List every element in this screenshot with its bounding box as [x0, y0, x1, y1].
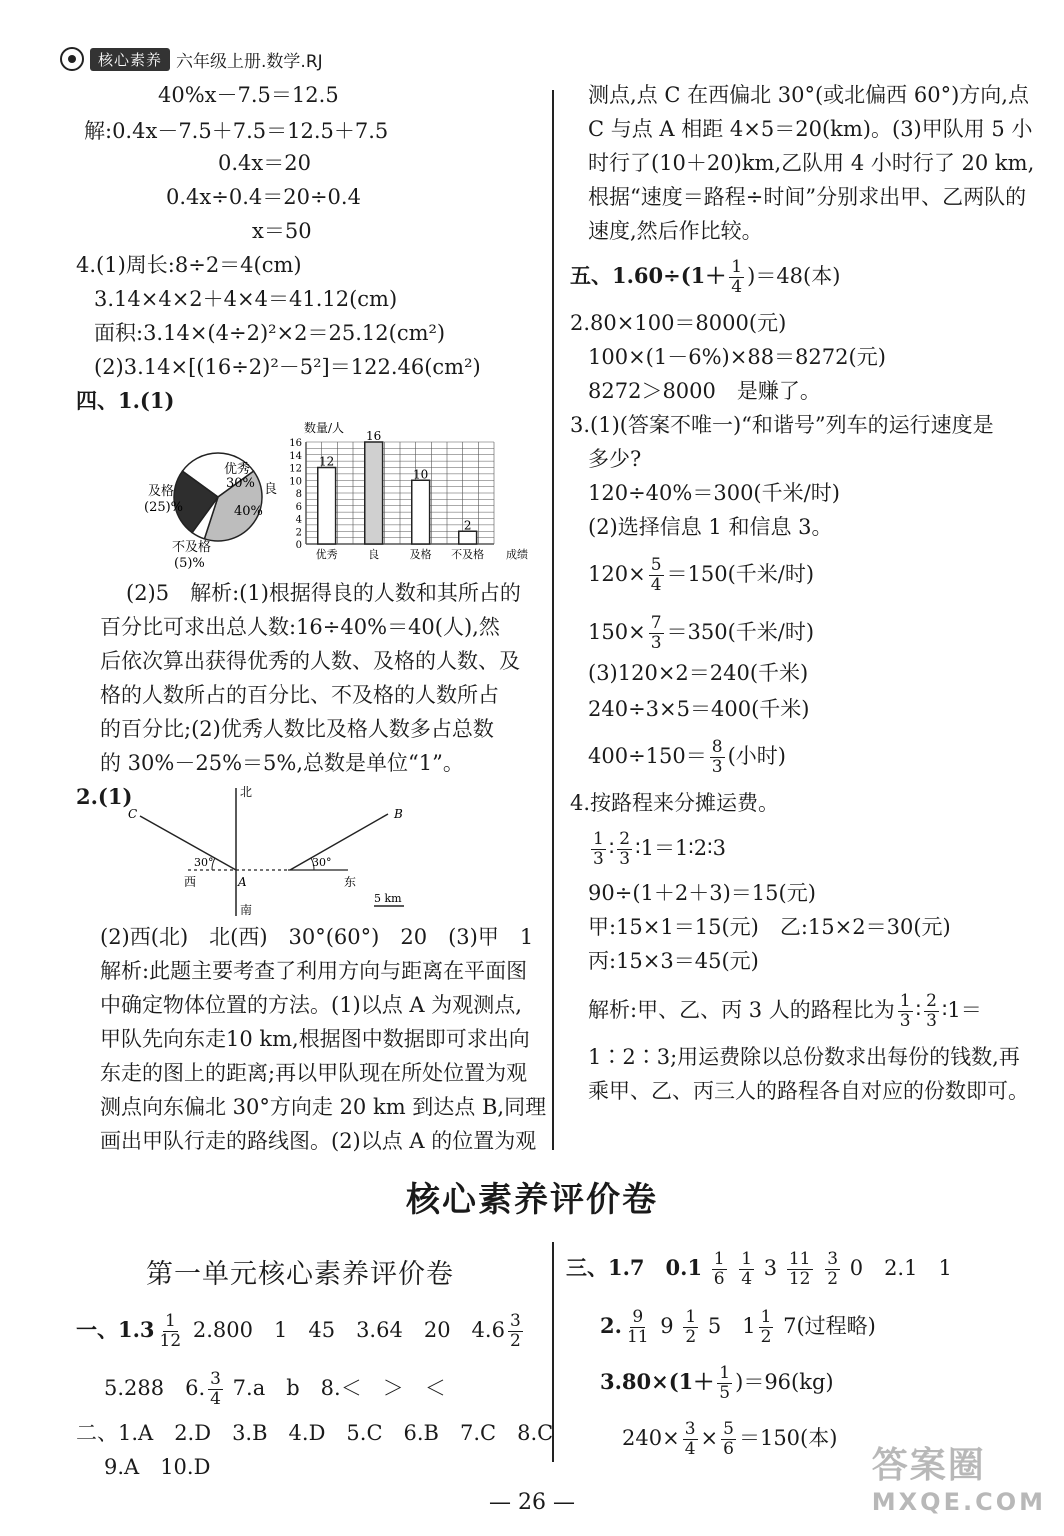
fraction-den: 11 — [626, 1327, 649, 1347]
q2-answer: (2)西(北) 北(西) 30°(60°) 20 (3)甲 1 — [100, 925, 534, 949]
rt-line-2: C 与点 A 相距 4×5＝20(km)。(3)甲队用 5 小 — [588, 117, 1033, 141]
pie-label-jige: 及格 — [148, 484, 175, 499]
expr-a: 120× — [588, 562, 646, 586]
fraction-den: 12 — [788, 1269, 811, 1289]
fraction — [924, 992, 939, 1031]
expr-b: ∶1＝ — [941, 998, 982, 1022]
q5-1-text-a: 五、1.60÷(1＋ — [570, 263, 727, 288]
analysis1-line-6: 的 30%－25%＝5%,总数是单位“1”。 — [100, 751, 464, 775]
fraction-num: 11 — [788, 1249, 811, 1269]
fraction — [649, 556, 664, 595]
fraction — [625, 1308, 651, 1347]
q5-2-line-1: 2.80×100＝8000(元) — [570, 311, 787, 335]
book-subtitle: 六年级上册.数学.RJ — [176, 51, 323, 72]
row-text-a: 2. — [600, 1313, 622, 1338]
fraction — [508, 1312, 523, 1351]
y-tick-label: 6 — [295, 501, 302, 513]
point-b-label: B — [394, 807, 403, 821]
q5-3-line-1: 3.(1)(答案不唯一)“和谐号”列车的运行速度是 — [570, 413, 994, 437]
q5-3-line-7: (3)120×2＝240(千米) — [588, 661, 809, 685]
fraction-num: 1 — [741, 1249, 753, 1269]
pie-pct-bujige: (5)% — [174, 556, 205, 571]
fraction-den: 6 — [723, 1439, 734, 1459]
row-text-a: 三、1.7 0.1 — [566, 1255, 703, 1280]
bar-chart — [284, 418, 540, 568]
analysis2-line-5: 测点向东偏北 30°方向走 20 km 到达点 B,同理 — [100, 1095, 547, 1119]
watermark-text: 答案圈 — [871, 1445, 986, 1486]
fraction-num: 3 — [210, 1369, 221, 1389]
analysis2-line-4: 东走的图上的距离;再以甲队现在所处位置为观 — [100, 1061, 528, 1085]
unit1-right-row-4 — [622, 1420, 837, 1459]
y-tick-label: 16 — [289, 438, 302, 449]
brand-badge: 核心素养 — [90, 48, 170, 71]
pie-pct-jige: (25)% — [144, 500, 184, 515]
row-text-b: 0 2.1 1 — [849, 1256, 952, 1280]
west-label: 西 — [184, 875, 197, 889]
expr-b: ＝350(千米/时) — [666, 620, 815, 644]
watermark — [872, 1437, 1046, 1516]
q5-3-line-8: 240÷3×5＝400(千米) — [588, 697, 810, 721]
expr-a: 150× — [588, 620, 646, 644]
fraction-num: 1 — [719, 1363, 731, 1383]
fraction-num: 1 — [760, 1307, 772, 1327]
bar-优秀 — [318, 468, 336, 545]
q4-line-3: 面积:3.14×(4÷2)²×2＝25.12(cm²) — [94, 321, 446, 345]
row-text-m2: 5 1 — [707, 1314, 756, 1338]
row-text-m: 3 — [763, 1256, 778, 1280]
y-tick-label: 2 — [295, 527, 302, 539]
fraction-den: 4 — [741, 1269, 753, 1289]
unit1-title: 第一单元核心素养评价卷 — [146, 1259, 454, 1290]
q5-2-line-3: 8272＞8000 是赚了。 — [588, 379, 821, 403]
fraction — [717, 1364, 732, 1403]
y-tick-label: 0 — [295, 540, 302, 551]
q5-3-line-6 — [588, 614, 814, 653]
direction-diagram — [118, 780, 418, 920]
unit1-row-4: 9.A 10.D — [104, 1455, 211, 1479]
expr-b: ＝150(千米/时) — [666, 562, 815, 586]
x-category-label: 优秀 — [315, 548, 338, 561]
section-title: 核心素养评价卷 — [406, 1180, 658, 1220]
fraction — [729, 258, 744, 297]
q5-3-line-3: 120÷40%＝300(千米/时) — [588, 481, 840, 505]
expr-a: 400÷150＝ — [588, 744, 707, 768]
fraction-den: 3 — [899, 1011, 911, 1031]
fraction — [683, 1308, 698, 1347]
x-category-label: 良 — [368, 548, 380, 561]
bar-良 — [365, 442, 383, 544]
bar-及格 — [412, 480, 430, 544]
analysis2-line-3: 甲队先向东走10 km,根据图中数据即可求出向 — [100, 1027, 530, 1051]
analysis1-line-2: 百分比可求出总人数:16÷40%＝40(人),然 — [100, 615, 500, 639]
fraction — [898, 992, 913, 1031]
fraction — [739, 1250, 754, 1289]
q2-label: 2.(1) — [76, 784, 133, 809]
x-category-label: 不及格 — [451, 548, 485, 561]
point-c-label: C — [128, 807, 138, 821]
q5-2-line-2: 100×(1－6%)×88＝8272(元) — [588, 345, 886, 369]
q5-3-line-2: 多少? — [588, 447, 642, 471]
q5-4-line-6 — [588, 992, 982, 1031]
bar-data-label: 2 — [463, 518, 472, 533]
eq-line-4: 0.4x÷0.4＝20÷0.4 — [166, 185, 361, 209]
fraction-num: 1 — [713, 1249, 725, 1269]
row-text-a: 一、1.3 — [76, 1317, 155, 1342]
row-text-b: 2.800 1 45 3.64 20 4.6 — [192, 1318, 505, 1342]
angle-label-east: 30° — [312, 856, 332, 869]
page-header — [60, 46, 323, 72]
q4-line-4: (2)3.14×[(16÷2)²－5²]＝122.46(cm²) — [94, 355, 481, 379]
row-text-b: )＝96(kg) — [735, 1370, 834, 1394]
q5-4-line-2 — [588, 830, 726, 869]
column-divider-top — [552, 90, 554, 1150]
fraction-den: 3 — [711, 757, 723, 777]
fraction-num: 9 — [632, 1307, 644, 1327]
eq-line-2: 解:0.4x－7.5＋7.5＝12.5＋7.5 — [84, 119, 389, 143]
unit1-row-1 — [76, 1312, 526, 1351]
pie-label-youxiu: 优秀 — [224, 462, 251, 477]
fraction-den: 4 — [731, 277, 743, 297]
point-a-label: A — [238, 875, 247, 889]
expr-b: ∶1＝1∶2∶3 — [635, 836, 726, 860]
fraction — [710, 738, 725, 777]
fraction-den: 4 — [650, 575, 662, 595]
fraction-den: 2 — [760, 1327, 772, 1347]
bar-data-label: 10 — [413, 467, 429, 482]
fraction-num: 1 — [164, 1311, 176, 1331]
q4-line-2: 3.14×4×2＋4×4＝41.12(cm) — [94, 287, 398, 311]
expr-b: (小时) — [727, 744, 786, 768]
fraction-den: 4 — [684, 1439, 696, 1459]
row-text-b: 7(过程略) — [783, 1314, 876, 1338]
fraction-num: 7 — [650, 613, 662, 633]
unit1-row-2 — [104, 1370, 446, 1409]
ratio-sep: ∶ — [608, 836, 615, 860]
rt-line-1: 测点,点 C 在西偏北 30°(或北偏西 60°)方向,点 — [588, 83, 1029, 107]
eq-line-5: x＝50 — [252, 219, 312, 243]
eq-line-1: 40%x－7.5＝12.5 — [158, 83, 339, 107]
fraction-num: 3 — [684, 1419, 696, 1439]
fraction-num: 8 — [711, 737, 723, 757]
unit1-right-row-1 — [566, 1250, 952, 1289]
row-text-a: 5.288 6. — [104, 1376, 206, 1400]
ratio-sep: ∶ — [915, 998, 922, 1022]
analysis1-line-5: 的百分比;(2)优秀人数比及格人数多占总数 — [100, 717, 494, 741]
pie-chart — [140, 425, 300, 575]
analysis2-line-6: 画出甲队行走的路线图。(2)以点 A 的位置为观 — [100, 1129, 537, 1153]
fraction-den: 3 — [926, 1011, 937, 1031]
q4-line-1: 4.(1)周长:8÷2＝4(cm) — [76, 253, 302, 277]
fraction — [759, 1308, 774, 1347]
analysis1-line-3: 后依次算出获得优秀的人数、及格的人数、及 — [100, 649, 520, 673]
fraction-den: 2 — [827, 1269, 839, 1289]
fraction — [787, 1250, 813, 1289]
page-number: — 26 — — [489, 1490, 575, 1515]
bar-data-label: 16 — [366, 429, 382, 443]
fraction-den: 3 — [650, 633, 662, 653]
q5-4-line-8: 乘甲、乙、丙三人的路程各自对应的份数即可。 — [588, 1079, 1029, 1103]
eq-line-3: 0.4x＝20 — [218, 151, 311, 175]
analysis1-line-4: 格的人数所占的百分比、不及格的人数所占 — [100, 683, 499, 707]
fraction-num: 3 — [509, 1311, 521, 1331]
scale-label: 5 km — [374, 892, 402, 905]
analysis2-line-2: 中确定物体位置的方法。(1)以点 A 为观测点, — [100, 993, 522, 1017]
rt-line-3: 时行了(10＋20)km,乙队用 4 小时行了 20 km, — [588, 151, 1035, 175]
south-label: 南 — [240, 903, 253, 917]
q5-3-line-9 — [588, 738, 786, 777]
bar-chart-xlabel: 成绩 — [506, 548, 528, 561]
unit1-right-row-2 — [600, 1308, 876, 1347]
fraction-den: 6 — [713, 1269, 725, 1289]
fraction — [591, 830, 606, 869]
pie-label-bujige: 不及格 — [172, 540, 212, 555]
q5-3-line-5 — [588, 556, 814, 595]
fraction-den: 3 — [593, 849, 604, 869]
angle-label-west: 30° — [194, 856, 214, 869]
east-label: 东 — [344, 875, 357, 889]
row-text-m: × — [700, 1426, 719, 1450]
row-text-b: 7.a b 8.＜ ＞ ＜ — [232, 1376, 446, 1400]
fraction-den: 3 — [619, 849, 631, 869]
pie-pct-youxiu: 30% — [226, 476, 255, 491]
rt-line-4: 根据“速度＝路程÷时间”分别求出甲、乙两队的 — [588, 185, 1027, 209]
y-tick-label: 12 — [289, 463, 302, 475]
fraction-num: 1 — [593, 829, 604, 849]
fraction-num: 3 — [827, 1249, 839, 1269]
q5-4-line-3: 90÷(1＋2＋3)＝15(元) — [588, 881, 816, 905]
row-text-m1: 9 — [660, 1314, 674, 1338]
row-text-a: 240× — [622, 1426, 680, 1450]
fraction-den: 2 — [509, 1331, 521, 1351]
fraction — [721, 1420, 736, 1459]
fraction-num: 5 — [650, 555, 662, 575]
fraction-den: 5 — [719, 1383, 731, 1403]
fraction-den: 4 — [210, 1389, 221, 1409]
fraction-num: 2 — [619, 829, 631, 849]
pie-pct-liang: 40% — [234, 504, 263, 519]
fraction-den: 2 — [685, 1327, 697, 1347]
analysis1-line-1: (2)5 解析:(1)根据得良的人数和其所占的 — [126, 581, 521, 605]
rt-line-5: 速度,然后作比较。 — [588, 219, 763, 243]
q5-1-text-b: )＝48(本) — [747, 264, 841, 288]
q5-1 — [570, 258, 840, 297]
fraction-num: 1 — [685, 1307, 697, 1327]
bar-不及格 — [459, 531, 477, 544]
fraction — [649, 614, 664, 653]
fraction — [683, 1420, 698, 1459]
target-logo-icon — [60, 47, 84, 71]
fraction — [825, 1250, 840, 1289]
q5-3-line-4: (2)选择信息 1 和信息 3。 — [588, 515, 833, 539]
y-tick-label: 14 — [289, 450, 302, 462]
fraction — [158, 1312, 184, 1351]
q5-4-line-5: 丙:15×3＝45(元) — [588, 949, 759, 973]
q5-4-line-1: 4.按路程来分摊运费。 — [570, 791, 780, 815]
fraction — [208, 1370, 223, 1409]
analysis2-line-1: 解析:此题主要考查了利用方向与距离在平面图 — [100, 959, 528, 983]
expr-a: 解析:甲、乙、丙 3 人的路程比为 — [588, 998, 895, 1022]
y-tick-label: 10 — [289, 476, 302, 488]
fraction — [617, 830, 632, 869]
row-text-a: 3.80×(1＋ — [600, 1369, 715, 1394]
fraction-num: 5 — [723, 1419, 734, 1439]
y-tick-label: 8 — [295, 489, 302, 500]
x-category-label: 及格 — [409, 548, 432, 561]
pie-label-liang: 良 — [264, 482, 278, 497]
bar-data-label: 12 — [319, 454, 335, 469]
row-text-b: ＝150(本) — [738, 1426, 838, 1450]
unit1-right-row-3 — [600, 1364, 834, 1403]
fraction-num: 1 — [899, 991, 911, 1011]
section-four-label: 四、1.(1) — [76, 388, 175, 413]
y-tick-label: 4 — [295, 514, 302, 526]
bar-chart-ylabel: 数量/人 — [304, 421, 345, 435]
watermark-url: MXQE.COM — [871, 1488, 1046, 1516]
fraction-den: 12 — [159, 1331, 182, 1351]
q5-4-line-4: 甲:15×1＝15(元) 乙:15×2＝30(元) — [588, 915, 951, 939]
fraction — [712, 1250, 727, 1289]
unit1-row-3: 二、1.A 2.D 3.B 4.D 5.C 6.B 7.C 8.C — [76, 1421, 554, 1445]
fraction-num: 1 — [731, 257, 743, 277]
north-label: 北 — [240, 785, 253, 799]
q5-4-line-7: 1∶2∶3;用运费除以总份数求出每份的钱数,再 — [588, 1045, 1020, 1069]
fraction-num: 2 — [926, 991, 937, 1011]
